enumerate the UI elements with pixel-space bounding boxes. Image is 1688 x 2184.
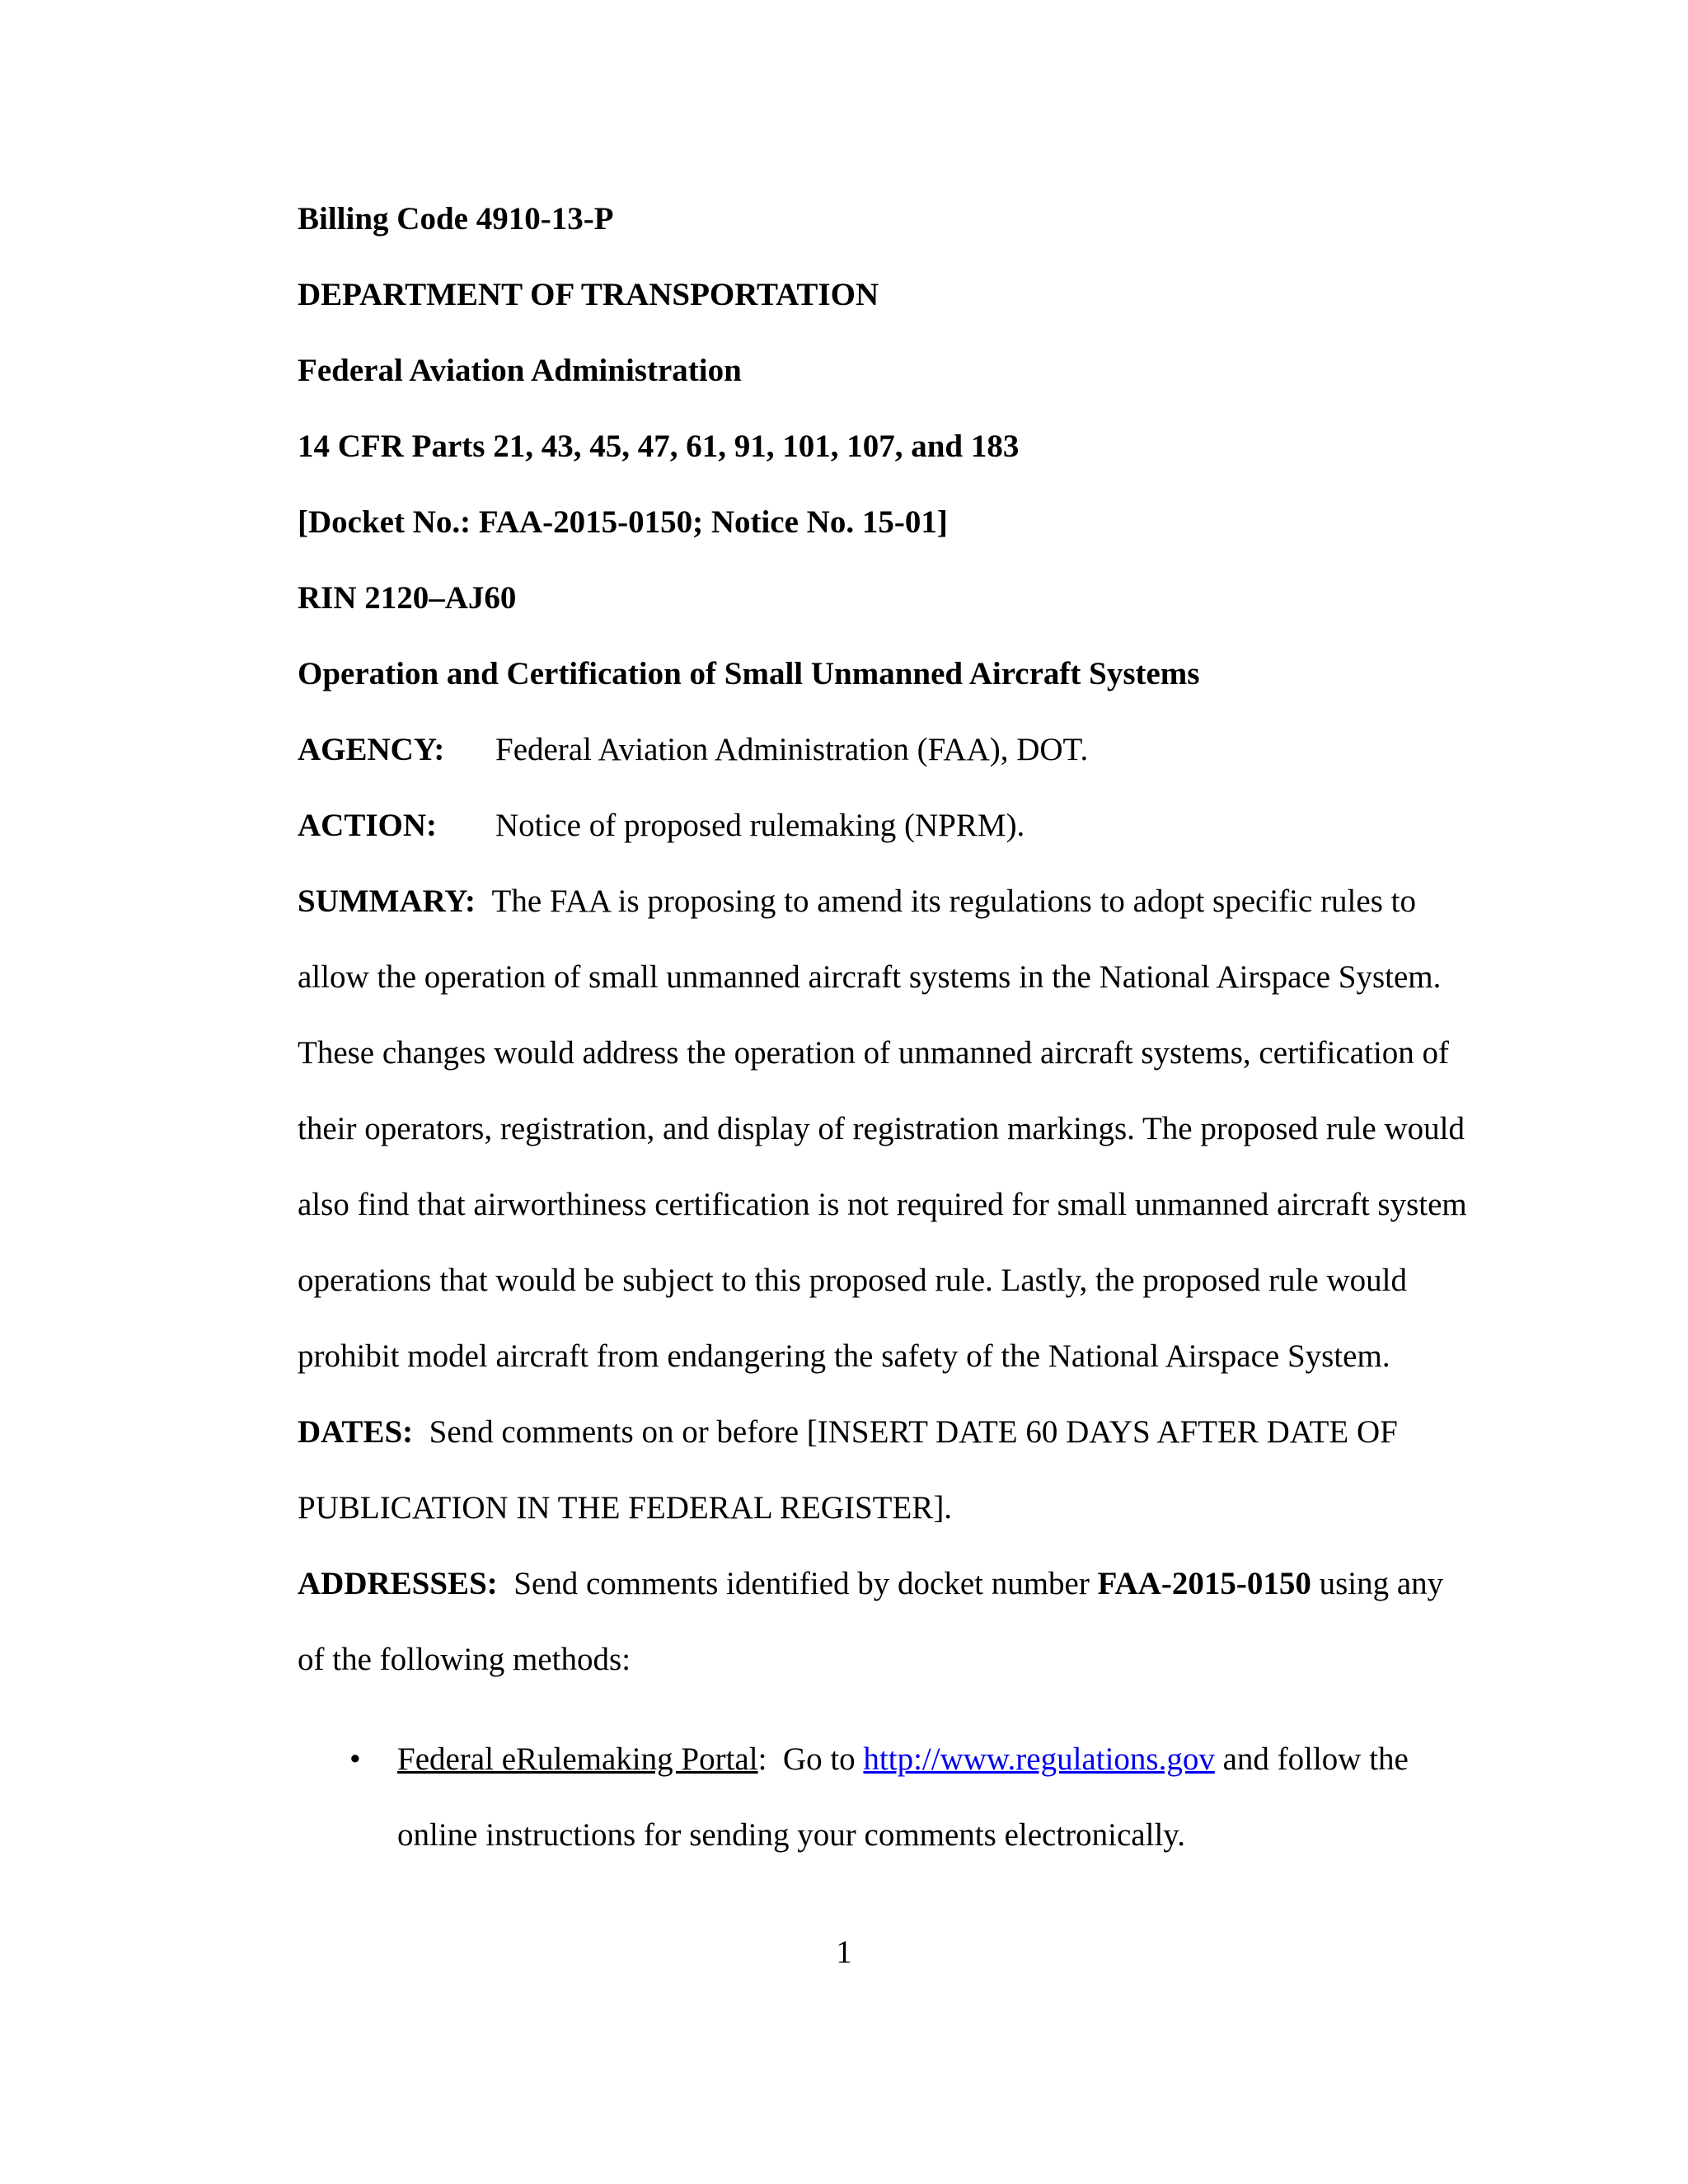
- cfr-parts: 14 CFR Parts 21, 43, 45, 47, 61, 91, 101, 107, and 183: [298, 429, 1020, 464]
- summary-line-6: operations that would be subject to this proposed rule. Lastly, the proposed rule would: [298, 1263, 1407, 1298]
- summary-line-5: also find that airworthiness certification is not required for small unmanned aircraft system: [298, 1187, 1467, 1222]
- summary-line-3: These changes would address the operation of unmanned aircraft systems, certification of: [298, 1035, 1450, 1071]
- dates-line-2: PUBLICATION IN THE FEDERAL REGISTER].: [298, 1490, 953, 1526]
- addresses-line-2: of the following methods:: [298, 1642, 631, 1677]
- administration-heading: Federal Aviation Administration: [298, 353, 742, 388]
- summary-line-7: prohibit model aircraft from endangering the safety of the National Airspace System.: [298, 1338, 1390, 1374]
- addresses-label: ADDRESSES:: [298, 1566, 498, 1601]
- agency-value: Federal Aviation Administration (FAA), DOT.: [495, 732, 1089, 767]
- summary-line-1: [298, 883, 1416, 921]
- billing-code: Billing Code 4910-13-P: [298, 201, 614, 237]
- dates-text: Send comments on or before [INSERT DATE 60 DAYS AFTER DATE OF: [429, 1414, 1398, 1450]
- portal-name: Federal eRulemaking Portal: [397, 1741, 758, 1777]
- regulations-link[interactable]: http://www.regulations.gov: [863, 1741, 1215, 1777]
- rin-number: RIN 2120–AJ60: [298, 580, 517, 616]
- docket-number: [Docket No.: FAA-2015-0150; Notice No. 15-01]: [298, 504, 948, 540]
- agency-label: AGENCY:: [298, 732, 445, 767]
- bullet-icon: •: [349, 1741, 361, 1777]
- addresses-text: Send comments identified by docket number: [513, 1566, 1090, 1601]
- agency-line: [298, 731, 1088, 769]
- bullet-line-1: [397, 1741, 1409, 1779]
- portal-colon: :: [757, 1741, 767, 1777]
- department-heading: DEPARTMENT OF TRANSPORTATION: [298, 277, 879, 312]
- bullet-line-2: online instructions for sending your comments electronically.: [397, 1817, 1185, 1853]
- go-to-text: Go to: [782, 1741, 856, 1777]
- addresses-line-1: [298, 1565, 1443, 1603]
- action-value: Notice of proposed rulemaking (NPRM).: [495, 808, 1025, 843]
- page-number: 1: [836, 1934, 852, 1970]
- document-title: Operation and Certification of Small Unmanned Aircraft Systems: [298, 656, 1200, 691]
- follow-text: and follow the: [1222, 1741, 1409, 1777]
- addresses-text-after: using any: [1319, 1566, 1444, 1601]
- summary-line-4: their operators, registration, and display of registration markings. The proposed rule would: [298, 1111, 1465, 1146]
- addresses-docket: FAA-2015-0150: [1097, 1566, 1311, 1601]
- dates-line-1: [298, 1413, 1398, 1451]
- summary-text: The FAA is proposing to amend its regulations to adopt specific rules to: [491, 883, 1416, 919]
- summary-label: SUMMARY:: [298, 883, 476, 919]
- action-line: [298, 807, 1025, 845]
- action-label: ACTION:: [298, 808, 438, 843]
- dates-label: DATES:: [298, 1414, 414, 1450]
- summary-line-2: allow the operation of small unmanned aircraft systems in the National Airspace System.: [298, 959, 1442, 995]
